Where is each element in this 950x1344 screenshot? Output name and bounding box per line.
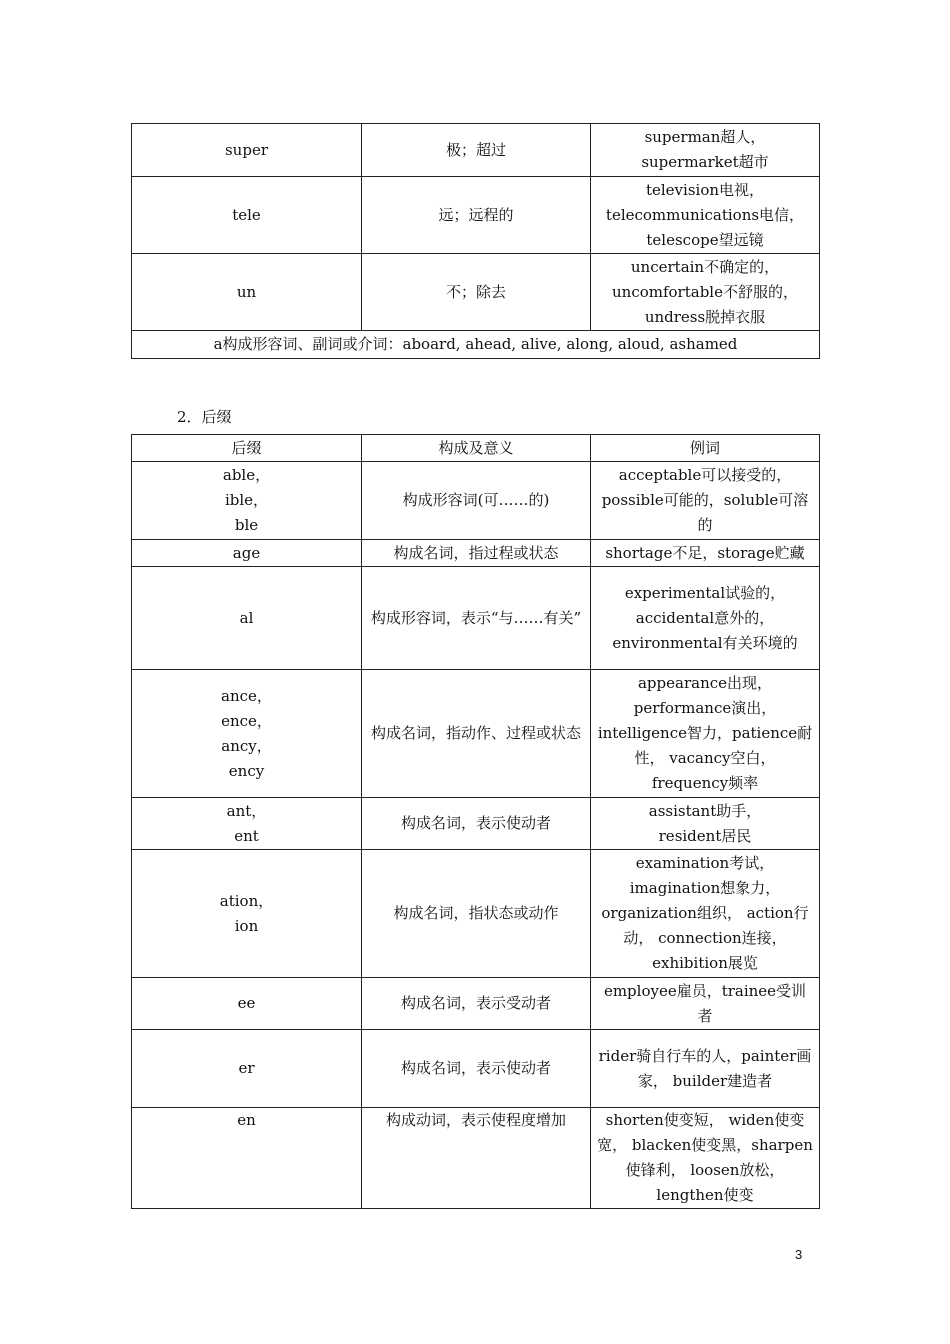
affix-cell: ation，ion [132,850,362,978]
meaning-cell: 构成形容词，表示“与……有关” [362,567,591,670]
affix-cell: ant，ent [132,798,362,850]
table-row [132,670,820,798]
meaning-cell: 极；超过 [362,124,591,177]
examples-cell: acceptable可以接受的，possible可能的，soluble可溶的 [591,462,820,540]
affix-cell: age [132,540,362,567]
meaning-cell: 构成名词，表示使动者 [362,1030,591,1108]
examples-cell: uncertain不确定的，uncomfortable不舒服的，undress脱掉衣服 [591,254,820,331]
meaning-cell: 构成名词，指动作、过程或状态 [362,670,591,798]
affix-cell: able，ible，ble [132,462,362,540]
examples-cell: shorten使变短， widen使变宽， blacken使变黑，sharpen使锋利， loosen放松， lengthen使变 [591,1108,820,1209]
meaning-cell: 构成名词，表示受动者 [362,978,591,1030]
affix-cell: en [132,1108,362,1209]
table-row [132,124,820,177]
section-heading: 2．后缀 [177,408,232,426]
examples-cell: television电视，telecommunications电信，telescope望远镜 [591,177,820,254]
examples-cell: employee雇员，trainee受训者 [591,978,820,1030]
affix-cell: ance，ence，ancy，ency [132,670,362,798]
table-row [132,331,820,359]
affix-cell: super [132,124,362,177]
header-examples: 例词 [591,435,820,462]
meaning-cell: 构成形容词(可……的) [362,462,591,540]
meaning-cell: 构成动词，表示使程度增加 [362,1108,591,1209]
table-row [132,462,820,540]
affix-cell: tele [132,177,362,254]
table-row [132,254,820,331]
meaning-cell: 不；除去 [362,254,591,331]
suffix-table [131,434,820,1209]
meaning-cell: 构成名词，表示使动者 [362,798,591,850]
examples-cell: superman超人，supermarket超市 [591,124,820,177]
examples-cell: rider骑自行车的人，painter画家， builder建造者 [591,1030,820,1108]
table-header-row [132,435,820,462]
affix-cell: un [132,254,362,331]
page-number: 3 [795,1247,803,1262]
table-row [132,540,820,567]
table-row [132,567,820,670]
table-row [132,1108,820,1209]
affix-cell: al [132,567,362,670]
meaning-cell: 构成名词，指过程或状态 [362,540,591,567]
prefix-table [131,123,820,359]
examples-cell: experimental试验的，accidental意外的，environmental有关环境的 [591,567,820,670]
prefix-note-cell: a构成形容词、副词或介词：aboard, ahead, alive, along, aloud, ashamed [132,331,820,359]
meaning-cell: 远；远程的 [362,177,591,254]
examples-cell: examination考试，imagination想象力，organization组织， action行动， connection连接，exhibition展览 [591,850,820,978]
examples-cell: appearance出现，performance演出，intelligence智力，patience耐性， vacancy空白， frequency频率 [591,670,820,798]
table-row [132,1030,820,1108]
examples-cell: assistant助手，resident居民 [591,798,820,850]
affix-cell: ee [132,978,362,1030]
table-row [132,177,820,254]
header-affix: 后缀 [132,435,362,462]
table-row [132,850,820,978]
meaning-cell: 构成名词，指状态或动作 [362,850,591,978]
affix-cell: er [132,1030,362,1108]
table-row [132,798,820,850]
examples-cell: shortage不足，storage贮藏 [591,540,820,567]
table-row [132,978,820,1030]
header-meaning: 构成及意义 [362,435,591,462]
